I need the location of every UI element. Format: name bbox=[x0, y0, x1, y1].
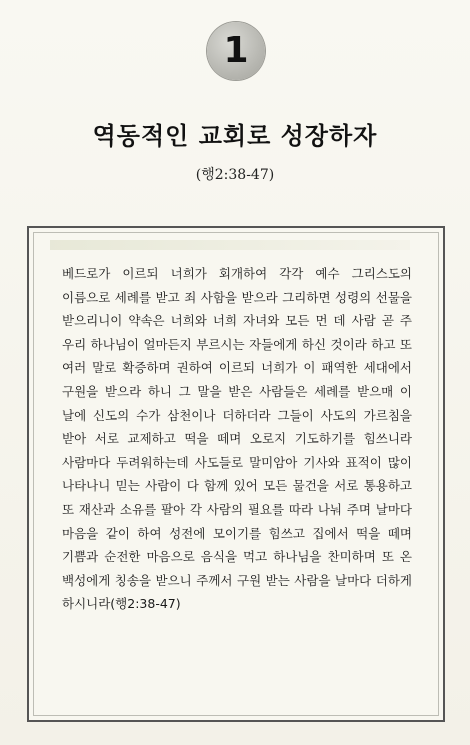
chapter-number-badge bbox=[207, 22, 265, 80]
scripture-reference: (행2:38-47) bbox=[195, 167, 275, 183]
page-title: 역동적인 교회로 성장하자 bbox=[92, 122, 378, 150]
scripture-passage-text: 베드로가 이르되 너희가 회개하여 각각 예수 그리스도의 이름으로 세례를 받고 죄 사함을 받으라 그리하면 성령의 선물을 받으리니이 약속은 너희와 너희 자녀와 모든 먼 데 사람 곧 주 우리 하나님이 얼마든지 부르시는 자들에게 하신 것이라 하고 또 여러 말로 확증하며 권하여 이르되 너희가 이 패역한 세대에서 구원을 받으라 하니 그 말을 받은 사람들은 세례를 받으매 이 날에 신도의 수가 삼천이나 더하더라 그들이 사도의 가르침을 받아 서로 교제하고 떡을 떼며 오로지 기도하기를 힘쓰니라 사람마다 두려워하는데 사도들로 말미암아 기사와 표적이 많이 나타나니 믿는 사람이 다 함께 있어 모든 물건을 서로 통용하고 또 재산과 소유를 팔아 각 사람의 필요를 따라 나눠 주며 날마다 마음을 같이 하여 성전에 모이기를 힘쓰고 집에서 떡을 떼며 기쁨과 순전한 마음으로 음식을 먹고 하나님을 찬미하며 또 온 백성에게 칭송을 받으니 주께서 구원 받는 사람을 날마다 더하게 하시니라(행2:38-47) bbox=[62, 266, 412, 612]
chapter-number: 1 bbox=[223, 30, 249, 71]
faded-bleed-through-strip bbox=[50, 240, 410, 250]
